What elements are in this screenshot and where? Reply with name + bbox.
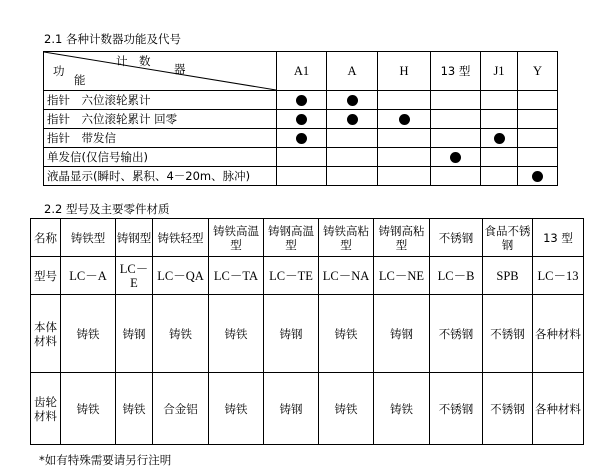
- model-name-cell: 铸钢高粘型: [374, 219, 430, 257]
- body-material-cell: 铸钢: [374, 295, 430, 373]
- row-header-gear-material: 齿轮材料: [31, 373, 61, 445]
- mark-cell: [518, 91, 558, 110]
- corner-label-function-2: 能: [74, 73, 86, 87]
- footnote: *如有特殊需要请另行注明: [39, 453, 172, 467]
- body-material-cell: 铸铁: [153, 295, 209, 373]
- mark-cell: [327, 148, 378, 167]
- body-material-cell: 铸铁: [319, 295, 374, 373]
- body-material-cell: 不锈钢: [430, 295, 483, 373]
- gear-material-cell: 不锈钢: [483, 373, 533, 445]
- mark-cell: [327, 91, 378, 110]
- body-material-cell: 铸钢: [116, 295, 153, 373]
- function-rows: [44, 91, 558, 186]
- function-row: [44, 110, 558, 129]
- body-material-cell: 铸钢: [264, 295, 319, 373]
- filled-dot-icon: [296, 114, 307, 125]
- mark-cell: [481, 148, 518, 167]
- corner-header-cell: [44, 52, 277, 91]
- mark-cell: [431, 110, 481, 129]
- section2-title: 2.2 型号及主要零件材质: [44, 202, 170, 216]
- mark-cell: [327, 167, 378, 186]
- row-header-model: 型号: [31, 257, 61, 295]
- filled-dot-icon: [399, 114, 410, 125]
- gear-material-cell: 铸铁: [61, 373, 116, 445]
- model-name-cell: 铸钢型: [116, 219, 153, 257]
- gear-material-cell: 铸铁: [116, 373, 153, 445]
- mark-cell: [431, 129, 481, 148]
- gear-material-cell: 各种材料: [533, 373, 584, 445]
- mark-cell: [277, 129, 327, 148]
- mark-cell: [518, 167, 558, 186]
- model-name-cell: 食品不锈钢: [483, 219, 533, 257]
- mark-cell: [518, 148, 558, 167]
- gear-material-cell: 铸铁: [209, 373, 264, 445]
- body-material-cell: 铸铁: [61, 295, 116, 373]
- mark-cell: [378, 148, 431, 167]
- model-name-cell: 铸铁轻型: [153, 219, 209, 257]
- function-row: [44, 167, 558, 186]
- corner-label-counter: 计 数: [116, 54, 151, 68]
- code-header: Y: [518, 52, 558, 91]
- corner-label-device: 器: [174, 62, 186, 76]
- row-header-name: 名称: [31, 219, 61, 257]
- model-code-cell: LC－NE: [374, 257, 430, 295]
- model-code-cell: LC－QA: [153, 257, 209, 295]
- body-material-cell: 各种材料: [533, 295, 584, 373]
- section1-title: 2.1 各种计数器功能及代号: [44, 32, 181, 46]
- mark-cell: [481, 110, 518, 129]
- model-code-cell: LC－B: [430, 257, 483, 295]
- function-row: [44, 129, 558, 148]
- mark-cell: [277, 167, 327, 186]
- model-name-cell: 铸铁型: [61, 219, 116, 257]
- model-name-cell: 铸铁高温型: [209, 219, 264, 257]
- filled-dot-icon: [296, 133, 307, 144]
- model-name-cell: 不锈钢: [430, 219, 483, 257]
- mark-cell: [327, 110, 378, 129]
- function-label: 指针 六位滚轮累计: [44, 91, 277, 110]
- filled-dot-icon: [296, 95, 307, 106]
- mark-cell: [277, 91, 327, 110]
- mark-cell: [378, 110, 431, 129]
- code-header: H: [378, 52, 431, 91]
- function-label: 指针 六位滚轮累计 回零: [44, 110, 277, 129]
- gear-material-cell: 铸铁: [374, 373, 430, 445]
- mark-cell: [481, 91, 518, 110]
- model-name-cell: 铸铁高粘型: [319, 219, 374, 257]
- model-code-cell: LC－NA: [319, 257, 374, 295]
- mark-cell: [518, 129, 558, 148]
- model-name-cell: 铸钢高温型: [264, 219, 319, 257]
- body-material-cell: 不锈钢: [483, 295, 533, 373]
- body-material-cell: 铸铁: [209, 295, 264, 373]
- code-header: 13 型: [431, 52, 481, 91]
- gear-material-cell: 铸钢: [264, 373, 319, 445]
- mark-cell: [378, 167, 431, 186]
- model-code-cell: LC－TA: [209, 257, 264, 295]
- function-label: 液晶显示(瞬时、累积、4－20m、脉冲): [44, 167, 277, 186]
- code-header: A: [327, 52, 378, 91]
- model-code-cell: SPB: [483, 257, 533, 295]
- filled-dot-icon: [347, 95, 358, 106]
- function-row: [44, 148, 558, 167]
- model-code-cell: LC－TE: [264, 257, 319, 295]
- model-name-cell: 13 型: [533, 219, 584, 257]
- mark-cell: [378, 91, 431, 110]
- mark-cell: [431, 148, 481, 167]
- mark-cell: [277, 110, 327, 129]
- model-code-cell: LC－E: [116, 257, 153, 295]
- mark-cell: [431, 91, 481, 110]
- corner-label-function-1: 功: [53, 64, 65, 78]
- code-header: J1: [481, 52, 518, 91]
- code-header: A1: [277, 52, 327, 91]
- mark-cell: [481, 129, 518, 148]
- filled-dot-icon: [532, 171, 543, 182]
- mark-cell: [277, 148, 327, 167]
- model-code-cell: LC－A: [61, 257, 116, 295]
- function-label: 单发信(仅信号输出): [44, 148, 277, 167]
- mark-cell: [431, 167, 481, 186]
- function-row: [44, 91, 558, 110]
- mark-cell: [327, 129, 378, 148]
- model-code-cell: LC－13: [533, 257, 584, 295]
- filled-dot-icon: [347, 114, 358, 125]
- counter-function-table: [43, 51, 558, 186]
- function-label: 指针 带发信: [44, 129, 277, 148]
- gear-material-cell: 合金铝: [153, 373, 209, 445]
- mark-cell: [481, 167, 518, 186]
- gear-material-cell: 不锈钢: [430, 373, 483, 445]
- row-header-body-material: 本体材料: [31, 295, 61, 373]
- mark-cell: [518, 110, 558, 129]
- mark-cell: [378, 129, 431, 148]
- filled-dot-icon: [494, 133, 505, 144]
- model-material-table: [30, 218, 584, 445]
- gear-material-cell: 铸铁: [319, 373, 374, 445]
- filled-dot-icon: [450, 152, 461, 163]
